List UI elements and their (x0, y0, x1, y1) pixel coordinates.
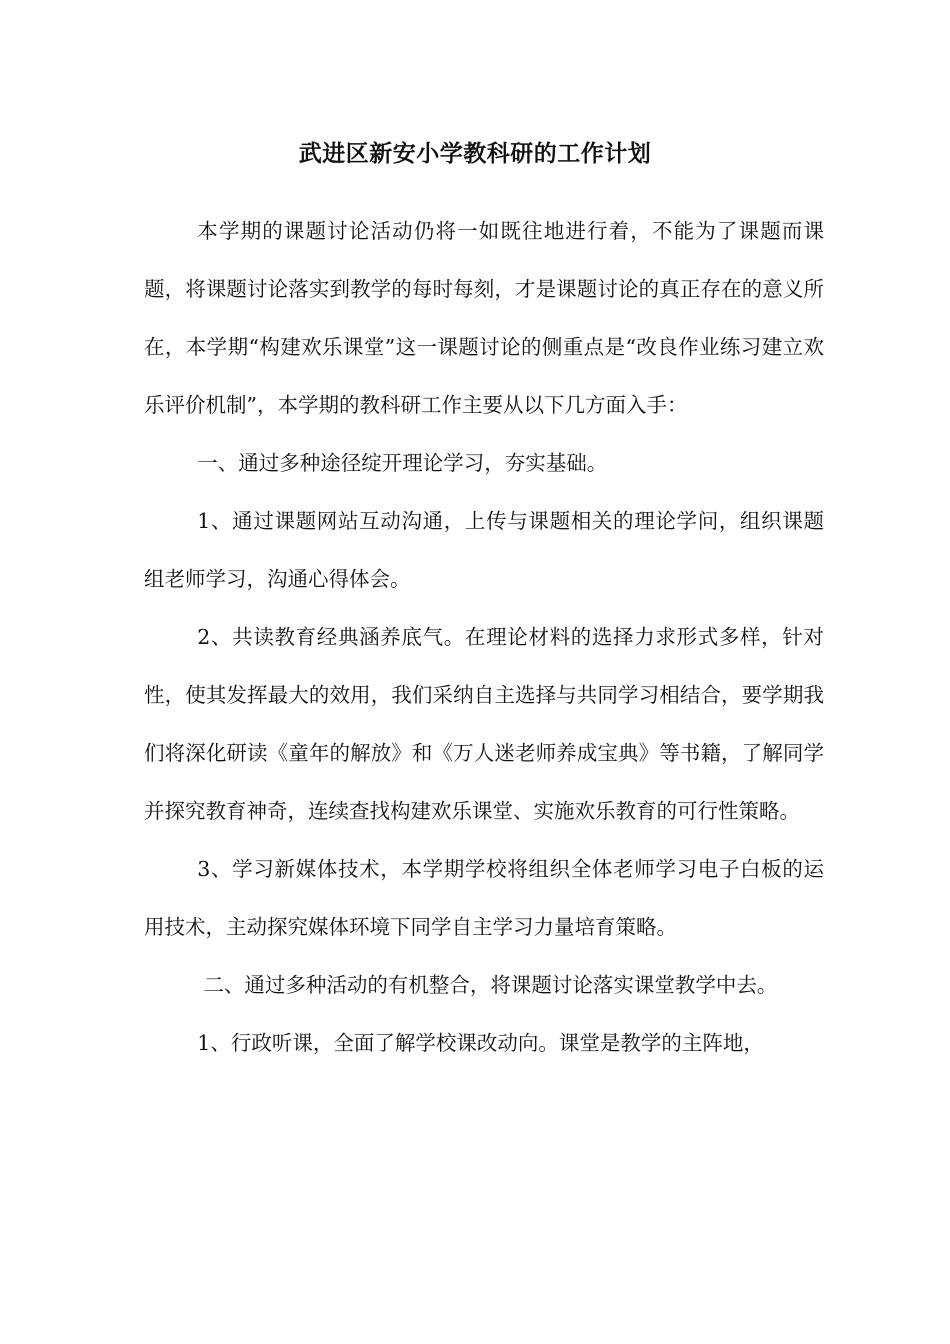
paragraph-item-1-3: 3、学习新媒体技术，本学期学校将组织全体老师学习电子白板的运用技术，主动探究媒体环境下同学自主学习力量培育策略。 (144, 857, 824, 939)
document-title: 武进区新安小学教科研的工作计划 (298, 140, 652, 167)
paragraph-item-1-2: 2、共读教育经典涵养底气。在理论材料的选择力求形式多样，针对性，使其发挥最大的效用，我们采纳自主选择与共同学习相结合，要学期我们将深化研读《童年的解放》和《万人迷老师养成宝典》等书籍，了解同学并探究教育神奇，连续查找构建欢乐课堂、实施欢乐教育的可行性策略。 (144, 625, 824, 823)
document-body (144, 202, 824, 1072)
section-heading-1: 一、通过多种途径绽开理论学习，夯实基础。 (197, 451, 608, 475)
paragraph-item-2-1: 1、行政听课，全面了解学校课改动向。课堂是教学的主阵地， (197, 1031, 764, 1055)
paragraph-intro: 本学期的课题讨论活动仍将一如既往地进行着，不能为了课题而课题，将课题讨论落实到教学的每时每刻，才是课题讨论的真正存在的意义所在，本学期“构建欢乐课堂”这一课题讨论的侧重点是“改良作业练习建立欢乐评价机制”，本学期的教科研工作主要从以下几方面入手： (144, 219, 824, 417)
section-heading-2: 二、通过多种活动的有机整合，将课题讨论落实课堂教学中去。 (203, 973, 778, 997)
paragraph-item-1-1: 1、通过课题网站互动沟通，上传与课题相关的理论学问，组织课题组老师学习，沟通心得体会。 (144, 509, 824, 591)
